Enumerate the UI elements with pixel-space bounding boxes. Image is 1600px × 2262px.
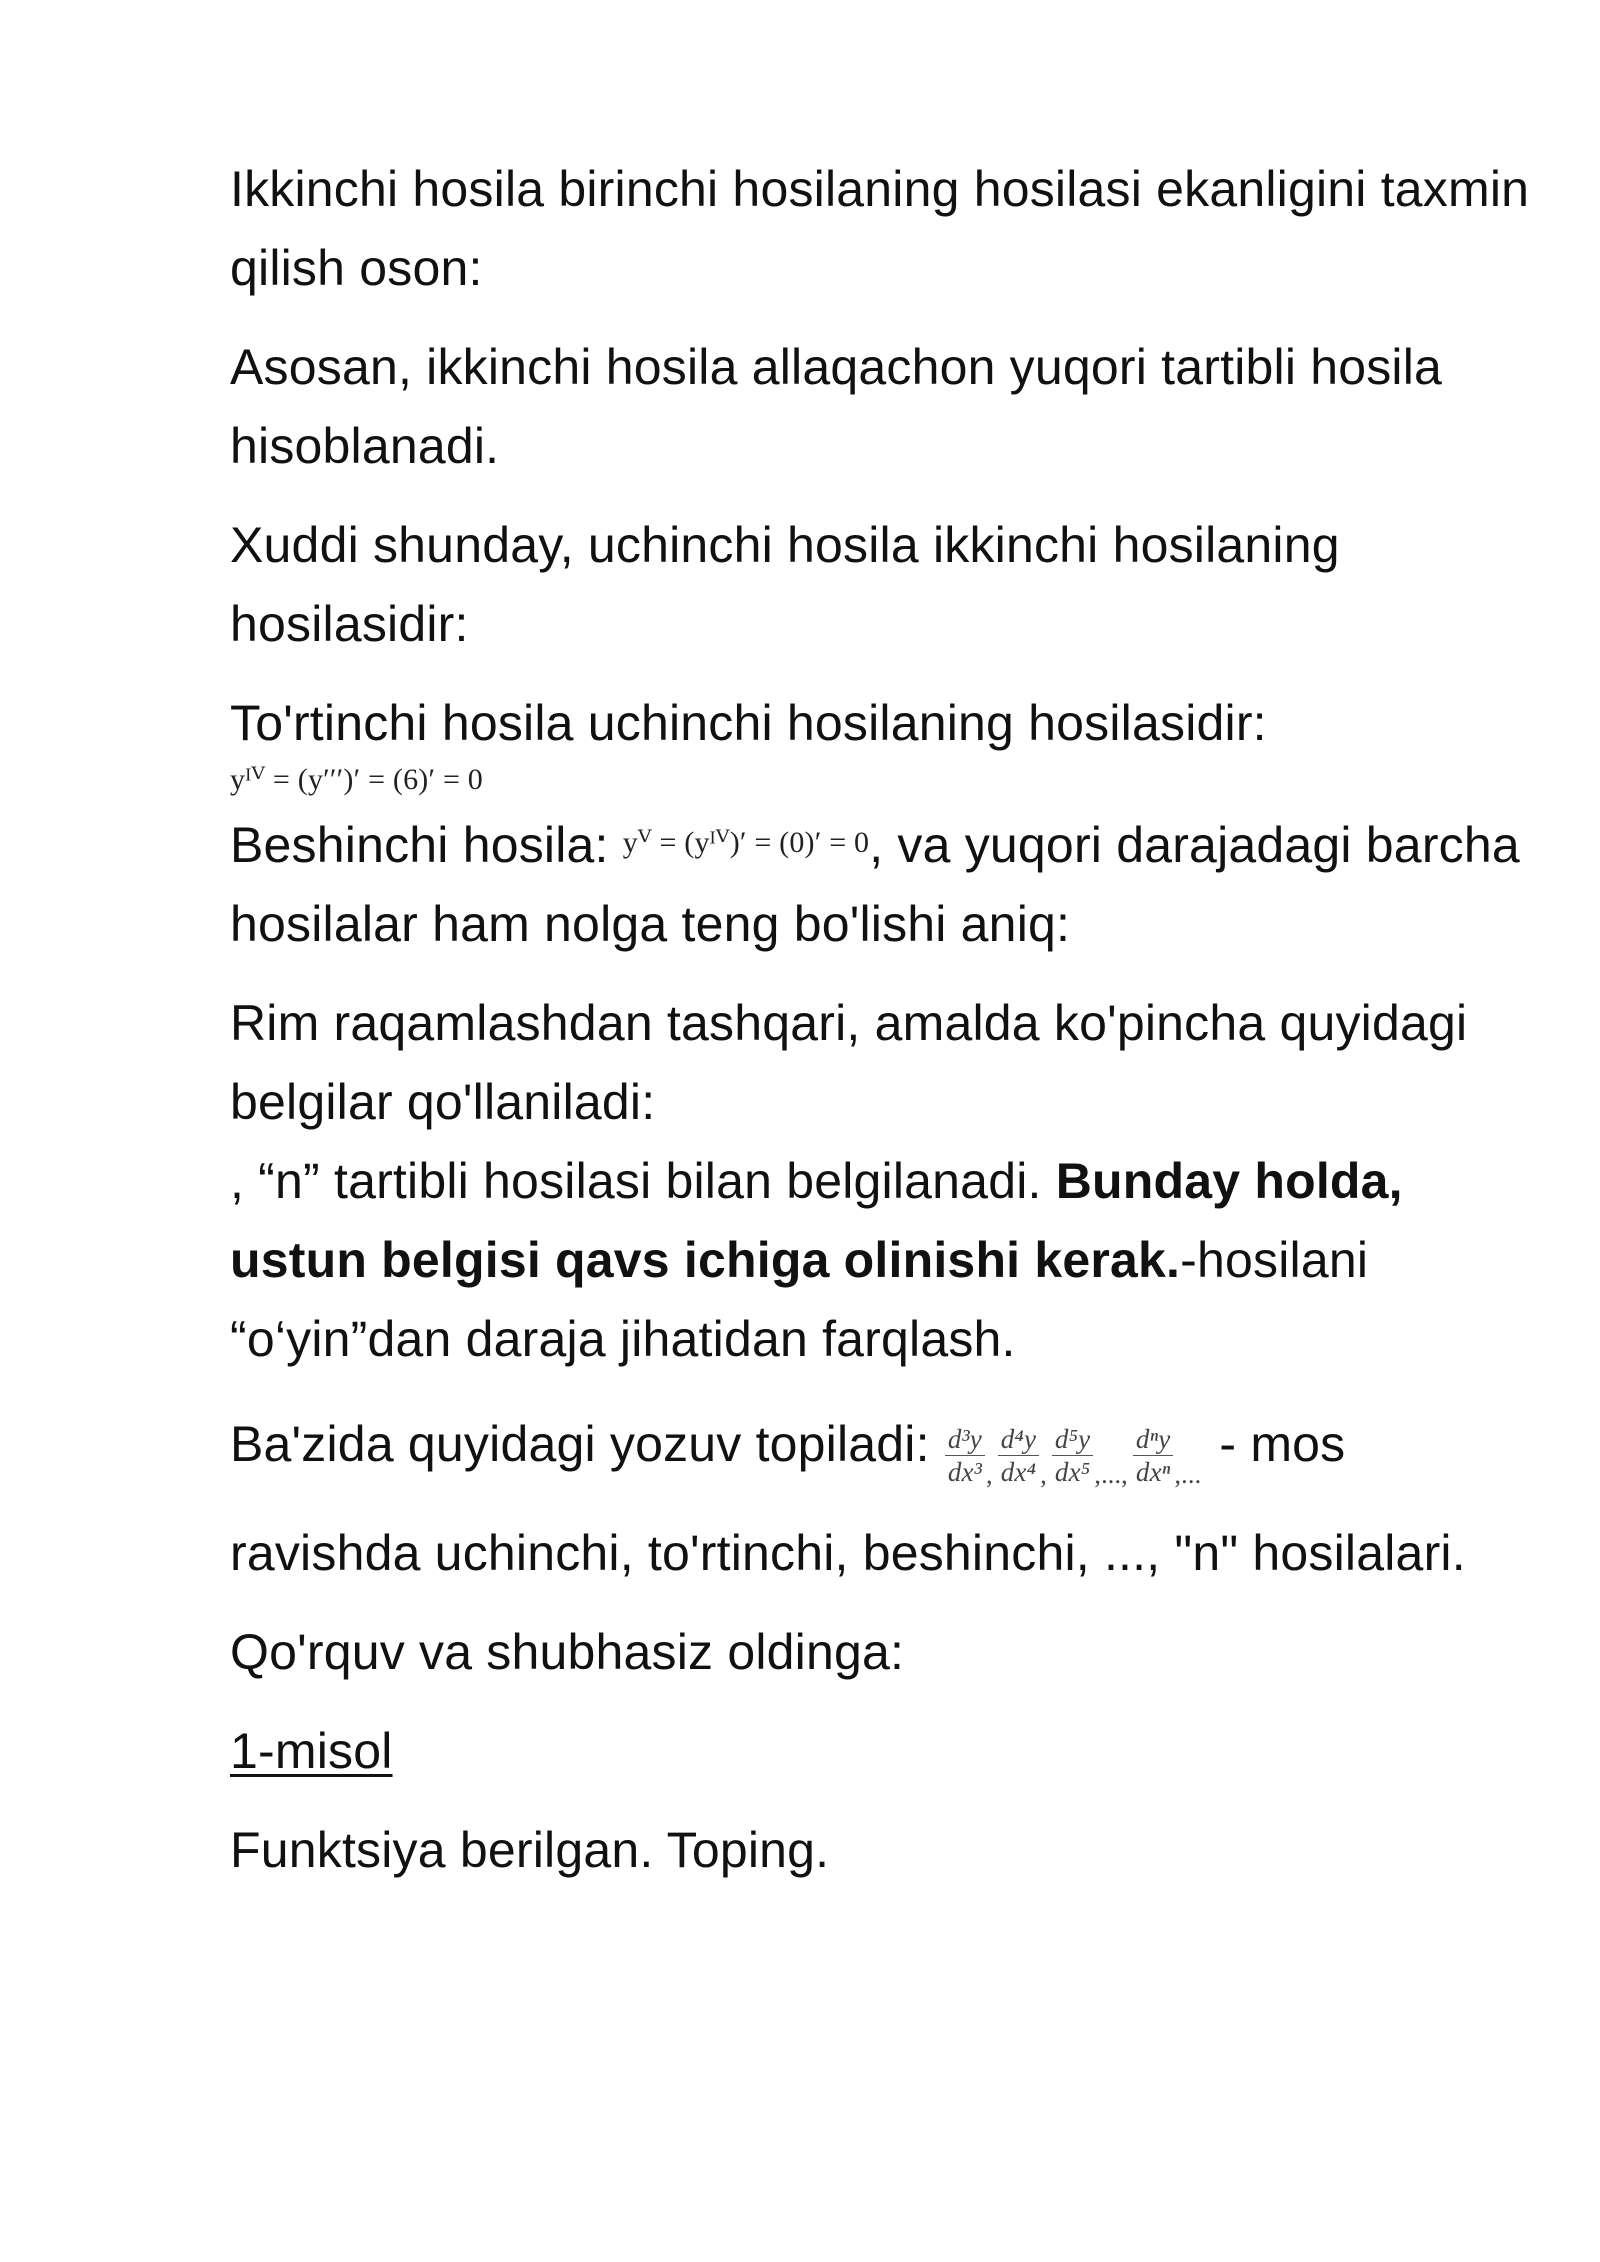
paragraph-leibniz-notation xyxy=(230,1405,1530,1593)
paragraph-second-derivative xyxy=(230,150,1530,308)
fraction-separator: ,..., xyxy=(1094,1460,1128,1489)
paragraph-text: To'rtinchi hosila uchinchi hosilaning hosilasidir: xyxy=(230,695,1267,751)
fraction-numerator: dⁿy xyxy=(1133,1424,1174,1456)
notation-intro: Rim raqamlashdan tashqari, amalda ko'pincha quyidagi belgilar qo'llaniladi: xyxy=(230,995,1468,1130)
fifth-derivative-formula: yⱽ = (yᴵⱽ)′ = (0)′ = 0 xyxy=(622,826,870,859)
example-heading-text: 1-misol xyxy=(230,1723,393,1779)
paragraph-text: Asosan, ikkinchi hosila allaqachon yuqori tartibli hosila hisoblanadi. xyxy=(230,339,1443,474)
paragraph-notation xyxy=(230,984,1530,1379)
paragraph-fifth-derivative xyxy=(230,803,1530,964)
fraction-numerator: d⁵y xyxy=(1052,1424,1093,1456)
paragraph-task xyxy=(230,1811,1530,1890)
fraction-separator: ,... xyxy=(1174,1460,1202,1489)
paragraph-text: Qo'rquv va shubhasiz oldinga: xyxy=(230,1624,905,1680)
fraction-numerator: d³y xyxy=(945,1424,985,1456)
fraction-denominator: dx⁵ xyxy=(1054,1457,1091,1487)
notation-bold-text: Bunday holda, ustun belgisi qavs ichiga olinishi kerak. xyxy=(230,1153,1403,1288)
paragraph-higher-order xyxy=(230,328,1530,486)
paragraph-forward xyxy=(230,1613,1530,1692)
paragraph-text: Xuddi shunday, uchinchi hosila ikkinchi hosilaning hosilasidir: xyxy=(230,517,1340,652)
fraction-denominator: dx⁴ xyxy=(1000,1457,1037,1487)
document-body xyxy=(230,150,1530,1910)
paragraph-text: Ikkinchi hosila birinchi hosilaning hosilasi ekanligini taxmin qilish oson: xyxy=(230,161,1530,296)
fraction-denominator: dxⁿ xyxy=(1135,1457,1171,1487)
paragraph-text: Funktsiya berilgan. Toping. xyxy=(230,1822,830,1878)
paragraph-third-derivative xyxy=(230,506,1530,664)
paragraph-text: Ba'zida quyidagi yozuv topiladi: xyxy=(230,1416,944,1472)
fraction-numerator: d⁴y xyxy=(998,1424,1039,1456)
notation-text: , “n” tartibli hosilasi bilan belgilanadi. xyxy=(230,1153,1056,1209)
paragraph-text: Beshinchi hosila: xyxy=(230,817,623,873)
fraction-third xyxy=(945,1424,985,1487)
fourth-derivative-formula: yᴵⱽ = (y′′′)′ = (6)′ = 0 xyxy=(230,763,483,796)
fraction-separator: , xyxy=(986,1460,993,1489)
fraction-separator: , xyxy=(1040,1460,1047,1489)
paragraph-text: , va yuqori darajadagi barcha hosilalar ham nolga teng bo'lishi aniq: xyxy=(230,817,1520,952)
paragraph-fourth-derivative xyxy=(230,684,1530,801)
fraction-nth xyxy=(1133,1424,1174,1487)
notation-text-end: -hosilani “o‘yin”dan daraja jihatidan farqlash. xyxy=(230,1232,1369,1367)
fraction-fifth xyxy=(1052,1424,1093,1487)
fraction-fourth xyxy=(998,1424,1039,1487)
example-heading xyxy=(230,1712,1530,1791)
paragraph-text: - mos ravishda uchinchi, to'rtinchi, beshinchi, ..., "n" hosilalari. xyxy=(230,1416,1466,1581)
fraction-denominator: dx³ xyxy=(947,1457,982,1487)
